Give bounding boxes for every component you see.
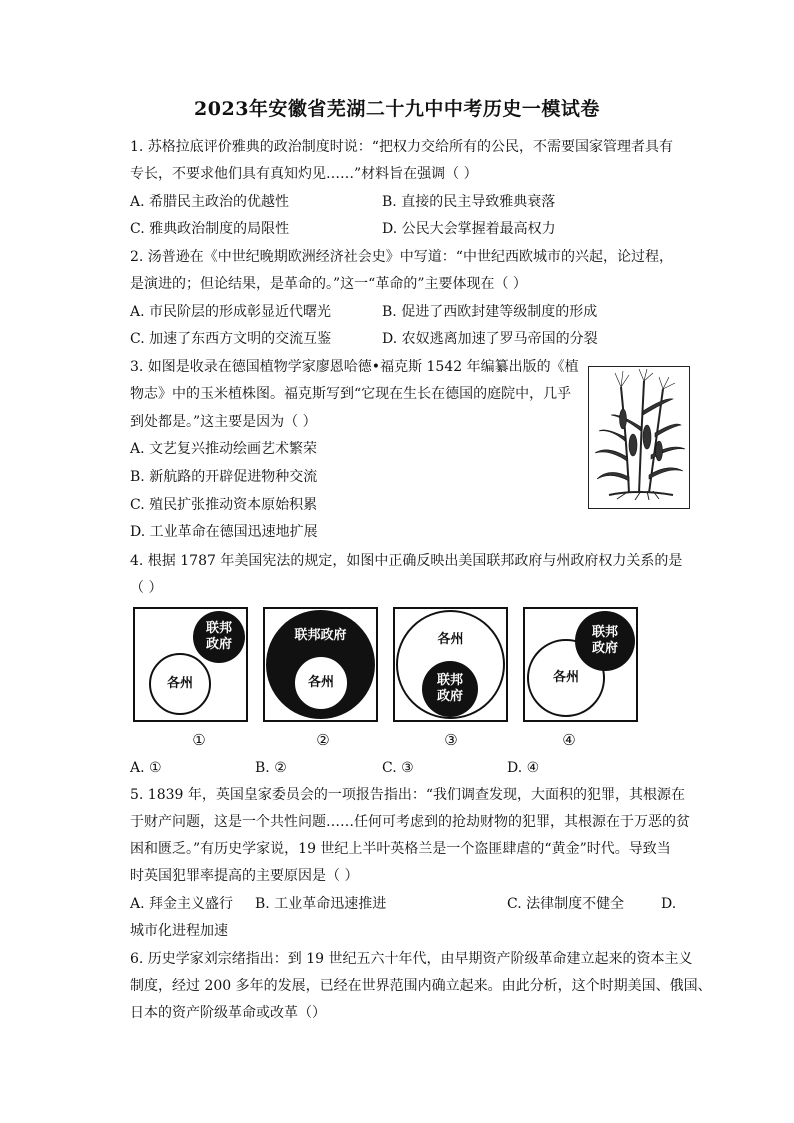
q2-stem-line1: 2. 汤普逊在《中世纪晚期欧洲经济社会史》中写道：“中世纪西欧城市的兴起，论过程， [130,249,673,265]
q5-option-a: A. 拜金主义盛行 [130,896,234,912]
q6-stem-line2: 制度，经过 200 多年的发展，已经在世界范围内确立起来。由此分析，这个时期美国、俄国、 [130,978,712,994]
diagram-4 [523,607,638,722]
q3-option-b: B. 新航路的开辟促进物种交流 [130,469,318,485]
diagram-3-label: ③ [444,731,458,749]
q6-stem-line3: 日本的资产阶级革命或改革（） [130,1005,326,1021]
diagram-2-label: ② [316,731,330,749]
q5-stem-line3: 困和匮乏。”有历史学家说，19 世纪上半叶英格兰是一个盗匪肆虐的“黄金”时代。导致当 [130,841,671,857]
q1-option-d: D. 公民大会掌握着最高权力 [382,221,556,237]
q3-stem-line3: 到处都是。”这主要是因为（ ） [130,414,317,430]
diagram-1-federal-label: 联邦 政府 [205,621,232,652]
diagram-2 [263,607,378,722]
diagram-1-label: ① [192,731,206,749]
q4-option-d: D. ④ [507,760,540,776]
q1-option-a: A. 希腊民主政治的优越性 [130,194,290,210]
exam-title: 2023年安徽省芜湖二十九中中考历史一模试卷 [194,98,600,120]
q1-stem-line1: 1. 苏格拉底评价雅典的政治制度时说：“把权力交给所有的公民，不需要国家管理者具有 [130,139,673,155]
q4-option-a: A. ① [130,760,162,776]
q3-stem-line2: 物志》中的玉米植株图。福克斯写到“它现在生长在德国的庭院中，几乎 [130,386,572,402]
q4-stem-line2: （ ） [130,580,163,596]
diagram-4-label: ④ [562,731,576,749]
diagram-1-states-label: 各州 [166,676,193,691]
q1-stem-line2: 专长，不要求他们具有真知灼见……”材料旨在强调（ ） [130,166,478,182]
diagram-1 [133,607,248,722]
diagram-3-states-label: 各州 [437,632,464,647]
q2-option-a: A. 市民阶层的形成彰显近代曙光 [130,304,332,320]
q3-option-a: A. 文艺复兴推动绘画艺术繁荣 [130,441,318,457]
q2-stem-line2: 是演进的；但论结果，是革命的。”这一“革命的”主要体现在（ ） [130,276,527,292]
diagram-2-states-circle [293,655,349,711]
q2-option-b: B. 促进了西欧封建等级制度的形成 [382,304,598,320]
q6-stem-line1: 6. 历史学家刘宗绪指出：到 19 世纪五六十年代，由早期资产阶级革命建立起来的资本主义 [130,951,693,967]
q5-stem-line1: 5. 1839 年，英国皇家委员会的一项报告指出：“我们调查发现，大面积的犯罪，其根源在 [130,787,686,803]
q5-stem-line2: 于财产问题，这是一个共性问题……任何可考虑到的抢劫财物的犯罪，其根源在于万恶的贫 [130,814,690,830]
q1-option-b: B. 直接的民主导致雅典衰落 [382,194,556,210]
federal-state-diagrams [130,607,650,767]
diagram-3-federal-circle [422,661,478,717]
diagram-4-states-label: 各州 [552,670,579,685]
q5-stem-line4: 时英国犯罪率提高的主要原因是（ ） [130,868,359,884]
q5-option-c: C. 法律制度不健全 [507,896,625,912]
diagram-3-federal-label: 联邦 政府 [436,673,463,704]
q5-option-d: D. [661,896,677,912]
diagram-3 [393,607,508,722]
corn-plant-illustration [588,366,690,509]
q4-stem-line1: 4. 根据 1787 年美国宪法的规定，如图中正确反映出美国联邦政府与州政府权力关系的是 [130,553,683,569]
q4-option-c: C. ③ [382,760,414,776]
diagram-1-states-circle [149,653,211,715]
diagram-4-federal-circle [575,611,635,671]
q4-option-b: B. ② [255,760,287,776]
diagram-2-states-label: 各州 [307,675,334,690]
q5-option-d-text: 城市化进程加速 [130,923,228,939]
diagram-4-federal-label: 联邦 政府 [591,625,618,656]
q2-option-c: C. 加速了东西方文明的交流互鉴 [130,331,332,347]
q3-option-c: C. 殖民扩张推动资本原始积累 [130,497,318,513]
diagram-2-federal-label: 联邦政府 [294,628,347,643]
q1-option-c: C. 雅典政治制度的局限性 [130,221,290,237]
diagram-1-federal-circle [193,611,245,663]
q2-option-d: D. 农奴逃离加速了罗马帝国的分裂 [382,331,598,347]
q3-stem-line1: 3. 如图是收录在德国植物学家廖恩哈德•福克斯 1542 年编纂出版的《植 [130,359,579,375]
q5-option-b: B. 工业革命迅速推进 [255,896,387,912]
q3-option-d: D. 工业革命在德国迅速地扩展 [130,524,318,540]
